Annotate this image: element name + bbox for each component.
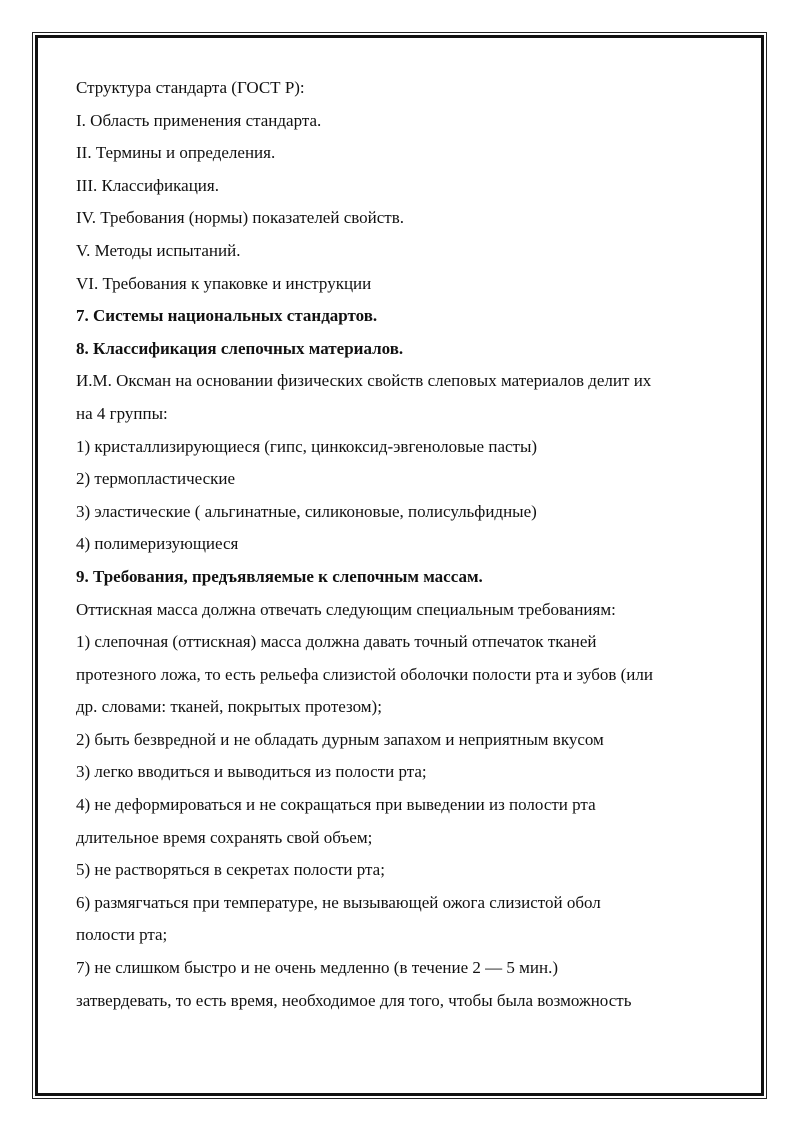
text-line: длительное время сохранять свой объем; bbox=[76, 827, 373, 847]
text-line: II. Термины и определения. bbox=[76, 143, 276, 163]
text-line: протезного ложа, то есть рельефа слизистой оболочки полости рта и зубов (или bbox=[76, 664, 653, 684]
text-line: 1) кристаллизирующиеся (гипс, цинкоксид-эвгеноловые пасты) bbox=[76, 436, 538, 456]
text-line: Структура стандарта (ГОСТ Р): bbox=[76, 78, 305, 97]
section-heading: 7. Системы национальных стандартов. bbox=[76, 306, 378, 326]
section-heading: 9. Требования, предъявляемые к слепочным массам. bbox=[76, 566, 483, 586]
text-line: 5) не растворяться в секретах полости рта; bbox=[76, 860, 385, 880]
text-line: Оттискная масса должна отвечать следующим специальным требованиям: bbox=[76, 599, 616, 619]
text-line: V. Методы испытаний. bbox=[76, 240, 241, 260]
text-line: затвердевать, то есть время, необходимое для того, чтобы была возможность bbox=[76, 990, 632, 1010]
text-line: I. Область применения стандарта. bbox=[76, 110, 322, 130]
text-line: 2) термопластические bbox=[76, 469, 236, 489]
text-line: 3) легко вводиться и выводиться из полости рта; bbox=[76, 762, 427, 782]
text-line: 4) не деформироваться и не сокращаться при выведении из полости рта bbox=[76, 795, 596, 815]
text-line: IV. Требования (нормы) показателей свойств. bbox=[76, 208, 405, 228]
text-line: полости рта; bbox=[76, 925, 168, 945]
text-line: др. словами: тканей, покрытых протезом); bbox=[76, 697, 382, 717]
text-line: 3) эластические ( альгинатные, силиконовые, полисульфидные) bbox=[76, 501, 537, 521]
document-body bbox=[76, 72, 726, 1017]
text-line: 1) слепочная (оттискная) масса должна давать точный отпечаток тканей bbox=[76, 632, 597, 652]
text-line: VI. Требования к упаковке и инструкции bbox=[76, 273, 372, 293]
text-line: 7) не слишком быстро и не очень медленно (в течение 2 — 5 мин.) bbox=[76, 958, 558, 978]
section-heading: 8. Классификация слепочных материалов. bbox=[76, 338, 404, 358]
text-line: 6) размягчаться при температуре, не вызывающей ожога слизистой обол bbox=[76, 892, 601, 912]
text-line: 4) полимеризующиеся bbox=[76, 534, 239, 554]
text-line: на 4 группы: bbox=[76, 403, 168, 423]
text-line: И.М. Оксман на основании физических свойств слеповых материалов делит их bbox=[76, 371, 652, 391]
text-line: III. Классификация. bbox=[76, 175, 219, 195]
text-line: 2) быть безвредной и не обладать дурным запахом и неприятным вкусом bbox=[76, 729, 604, 749]
